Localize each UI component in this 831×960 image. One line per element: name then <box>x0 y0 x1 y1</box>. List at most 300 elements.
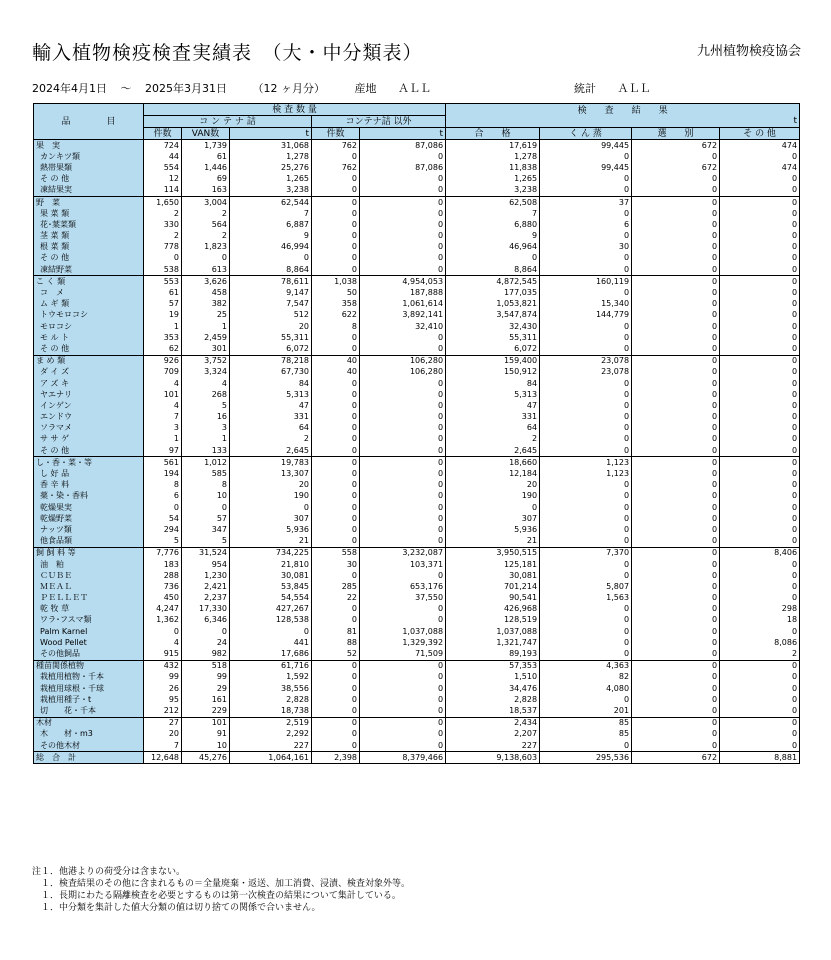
period-start: 2024年4月1日 <box>32 82 107 95</box>
cell-value: 347 <box>182 524 230 535</box>
subcategory-row <box>34 310 800 321</box>
cell-value: 37,550 <box>360 593 446 604</box>
cell-value: 23,078 <box>540 355 632 367</box>
cell-value: 2,828 <box>230 694 312 705</box>
cell-value: 672 <box>632 162 720 173</box>
cell-value: 2,207 <box>446 729 540 740</box>
cell-value: 441 <box>230 637 312 648</box>
cell-value: 0 <box>720 423 800 434</box>
subcategory-row <box>34 502 800 513</box>
cell-value: 46,964 <box>446 242 540 253</box>
cell-value: 0 <box>360 196 446 208</box>
cell-value: 298 <box>720 604 800 615</box>
row-label: ナッツ類 <box>34 524 144 535</box>
cell-value: 0 <box>632 264 720 276</box>
cell-value: 0 <box>632 423 720 434</box>
cell-value: 1 <box>144 321 182 332</box>
cell-value: 0 <box>312 208 360 219</box>
cell-value: 1,265 <box>446 174 540 185</box>
cell-value: 0 <box>540 321 632 332</box>
cell-value: 125,181 <box>446 559 540 570</box>
cell-value: 0 <box>632 276 720 288</box>
cell-value: 0 <box>720 457 800 469</box>
row-label: 栽植用球根・千球 <box>34 683 144 694</box>
cell-value: 653,176 <box>360 581 446 592</box>
cell-value: 0 <box>360 513 446 524</box>
row-label: 飼 飼 料 等 <box>34 547 144 559</box>
cell-value: 5,936 <box>446 524 540 535</box>
subcategory-row <box>34 174 800 185</box>
cell-value: 0 <box>360 717 446 729</box>
cell-value: 4,080 <box>540 683 632 694</box>
cell-value: 163 <box>182 185 230 197</box>
row-label: そ の 他 <box>34 253 144 264</box>
cell-value: 0 <box>360 231 446 242</box>
cell-value: 585 <box>182 468 230 479</box>
cell-value: 1,321,747 <box>446 637 540 648</box>
cell-value: 78,218 <box>230 355 312 367</box>
cell-value: 69 <box>182 174 230 185</box>
cell-value: 6,072 <box>230 343 312 355</box>
row-label: ま め 類 <box>34 355 144 367</box>
header-inspection-qty: 検 査 数 量 <box>144 104 446 116</box>
row-label: ア ズ キ <box>34 378 144 389</box>
subcategory-row <box>34 740 800 752</box>
cell-value: 3,238 <box>230 185 312 197</box>
origin-value: ＡＬＬ <box>398 82 431 95</box>
cell-value: 427,267 <box>230 604 312 615</box>
cell-value: 778 <box>144 242 182 253</box>
cell-value: 0 <box>360 536 446 548</box>
cell-value: 0 <box>720 332 800 343</box>
cell-value: 0 <box>540 648 632 660</box>
cell-value: 32,410 <box>360 321 446 332</box>
cell-value: 0 <box>720 219 800 230</box>
cell-value: 0 <box>720 196 800 208</box>
cell-value: 0 <box>312 740 360 752</box>
cell-value: 0 <box>540 400 632 411</box>
cell-value: 0 <box>312 672 360 683</box>
cell-value: 0 <box>360 491 446 502</box>
row-label: コ メ <box>34 287 144 298</box>
subcategory-row <box>34 151 800 162</box>
cell-value: 709 <box>144 367 182 378</box>
cell-value: 426,968 <box>446 604 540 615</box>
cell-value: 0 <box>312 694 360 705</box>
cell-value: 307 <box>230 513 312 524</box>
cell-value: 57 <box>182 513 230 524</box>
cell-value: 0 <box>312 185 360 197</box>
row-label: そ の 他 <box>34 174 144 185</box>
period-end: 2025年3月31日 <box>145 82 227 95</box>
row-label: 花･葉菜類 <box>34 219 144 230</box>
cell-value: 5,807 <box>540 581 632 592</box>
header-results <box>446 104 800 128</box>
subcategory-row <box>34 694 800 705</box>
cell-value: 0 <box>720 389 800 400</box>
cell-value: 1,038 <box>312 276 360 288</box>
cell-value: 183 <box>144 559 182 570</box>
cell-value: 0 <box>312 242 360 253</box>
cell-value: 2 <box>144 208 182 219</box>
cell-value: 8 <box>144 480 182 491</box>
cell-value: 0 <box>540 378 632 389</box>
row-label: ソラマメ <box>34 423 144 434</box>
cell-value: 0 <box>632 378 720 389</box>
cell-value: 0 <box>312 513 360 524</box>
subcategory-row <box>34 162 800 173</box>
cell-value: 99 <box>182 672 230 683</box>
cell-value: 0 <box>540 231 632 242</box>
cell-value: 150,912 <box>446 367 540 378</box>
cell-value: 613 <box>182 264 230 276</box>
cell-value: 8,864 <box>446 264 540 276</box>
cell-value: 54,554 <box>230 593 312 604</box>
cell-value: 1,563 <box>540 593 632 604</box>
cell-value: 2 <box>446 434 540 445</box>
cell-value: 8,086 <box>720 637 800 648</box>
cell-value: 10 <box>182 740 230 752</box>
cell-value: 61,716 <box>230 660 312 672</box>
cell-value: 0 <box>312 502 360 513</box>
cell-value: 0 <box>312 264 360 276</box>
cell-value: 128,538 <box>230 615 312 626</box>
subcategory-row <box>34 637 800 648</box>
row-label: 栽植用植物・千本 <box>34 672 144 683</box>
cell-value: 18,660 <box>446 457 540 469</box>
cell-value: 0 <box>540 287 632 298</box>
row-label: 木材 <box>34 717 144 729</box>
total-row <box>34 752 800 764</box>
cell-value: 0 <box>312 660 360 672</box>
cell-value: 0 <box>312 480 360 491</box>
cell-value: 1 <box>182 321 230 332</box>
cell-value: 0 <box>360 705 446 717</box>
cell-value: 25,276 <box>230 162 312 173</box>
row-label: 根 菜 類 <box>34 242 144 253</box>
cell-value: 0 <box>360 740 446 752</box>
cell-value: 0 <box>540 264 632 276</box>
cell-value: 0 <box>632 299 720 310</box>
cell-value: 190 <box>230 491 312 502</box>
cell-value: 17,330 <box>182 604 230 615</box>
cell-value: 0 <box>312 536 360 548</box>
row-label: 乾燥野菜 <box>34 513 144 524</box>
cell-value: 0 <box>632 242 720 253</box>
cell-value: 21,810 <box>230 559 312 570</box>
cell-value: 71,509 <box>360 648 446 660</box>
cell-value: 37 <box>540 196 632 208</box>
row-label: カンキツ類 <box>34 151 144 162</box>
cell-value: 474 <box>720 140 800 152</box>
cell-value: 6,887 <box>230 219 312 230</box>
cell-value: 90,541 <box>446 593 540 604</box>
cell-value: 295,536 <box>540 752 632 764</box>
cell-value: 22 <box>312 593 360 604</box>
cell-value: 0 <box>360 445 446 457</box>
cell-value: 1,278 <box>230 151 312 162</box>
cell-value: 2 <box>144 231 182 242</box>
cell-value: 622 <box>312 310 360 321</box>
cell-value: 538 <box>144 264 182 276</box>
cell-value: 0 <box>632 593 720 604</box>
subcategory-row <box>34 321 800 332</box>
cell-value: 0 <box>720 513 800 524</box>
cell-value: 2 <box>230 434 312 445</box>
subcategory-row <box>34 468 800 479</box>
cell-value: 0 <box>632 412 720 423</box>
cell-value: 0 <box>360 480 446 491</box>
cell-value: 0 <box>312 400 360 411</box>
cell-value: 40 <box>312 367 360 378</box>
cell-value: 12 <box>144 174 182 185</box>
row-label: ＰＥＬＬＥＴ <box>34 593 144 604</box>
cell-value: 0 <box>720 242 800 253</box>
cell-value: 0 <box>632 208 720 219</box>
cell-value: 0 <box>632 513 720 524</box>
cell-value: 0 <box>632 310 720 321</box>
cell-value: 0 <box>360 457 446 469</box>
cell-value: 1,510 <box>446 672 540 683</box>
cell-value: 190 <box>446 491 540 502</box>
stat-value: ＡＬＬ <box>617 82 651 95</box>
cell-value: 762 <box>312 140 360 152</box>
cell-value: 3,324 <box>182 367 230 378</box>
notes <box>32 866 410 914</box>
cell-value: 0 <box>312 332 360 343</box>
cell-value: 0 <box>360 208 446 219</box>
cell-value: 0 <box>182 253 230 264</box>
cell-value: 62,508 <box>446 196 540 208</box>
header-count-non: 件数 <box>312 128 360 140</box>
cell-value: 0 <box>312 253 360 264</box>
cell-value: 64 <box>230 423 312 434</box>
header-results-unit: t <box>793 115 798 126</box>
cell-value: 32,430 <box>446 321 540 332</box>
cell-value: 19,783 <box>230 457 312 469</box>
cell-value: 0 <box>720 740 800 752</box>
row-label: その他飼品 <box>34 648 144 660</box>
cell-value: 8,379,466 <box>360 752 446 764</box>
cell-value: 4 <box>144 378 182 389</box>
cell-value: 84 <box>446 378 540 389</box>
cell-value: 0 <box>540 626 632 637</box>
cell-value: 6,346 <box>182 615 230 626</box>
row-label: 他食品類 <box>34 536 144 548</box>
cell-value: 0 <box>720 412 800 423</box>
cell-value: 0 <box>632 740 720 752</box>
cell-value: 4,954,053 <box>360 276 446 288</box>
cell-value: 0 <box>312 378 360 389</box>
row-label: ＣＵＢＥ <box>34 570 144 581</box>
cell-value: 0 <box>720 355 800 367</box>
cell-value: 9 <box>230 231 312 242</box>
cell-value: 0 <box>632 491 720 502</box>
cell-value: 0 <box>540 185 632 197</box>
cell-value: 0 <box>720 491 800 502</box>
cell-value: 0 <box>720 343 800 355</box>
row-label: モ ル ト <box>34 332 144 343</box>
cell-value: 0 <box>632 717 720 729</box>
cell-value: 0 <box>632 253 720 264</box>
subcategory-row <box>34 536 800 548</box>
cell-value: 2,519 <box>230 717 312 729</box>
cell-value: 26 <box>144 683 182 694</box>
cell-value: 47 <box>230 400 312 411</box>
cell-value: 0 <box>632 705 720 717</box>
category-row <box>34 717 800 729</box>
cell-value: 0 <box>540 570 632 581</box>
cell-value: 23,078 <box>540 367 632 378</box>
cell-value: 0 <box>720 717 800 729</box>
cell-value: 0 <box>632 604 720 615</box>
cell-value: 0 <box>360 343 446 355</box>
subcategory-row <box>34 434 800 445</box>
cell-value: 0 <box>540 604 632 615</box>
cell-value: 38,556 <box>230 683 312 694</box>
cell-value: 0 <box>720 672 800 683</box>
cell-value: 2,292 <box>230 729 312 740</box>
cell-value: 15,340 <box>540 299 632 310</box>
cell-value: 1,739 <box>182 140 230 152</box>
cell-value: 20 <box>144 729 182 740</box>
cell-value: 9 <box>446 231 540 242</box>
cell-value: 558 <box>312 547 360 559</box>
cell-value: 3,892,141 <box>360 310 446 321</box>
cell-value: 0 <box>720 705 800 717</box>
cell-value: 0 <box>360 423 446 434</box>
cell-value: 0 <box>230 626 312 637</box>
category-row <box>34 355 800 367</box>
subcategory-row <box>34 412 800 423</box>
row-label: エンドウ <box>34 412 144 423</box>
cell-value: 0 <box>312 705 360 717</box>
cell-value: 0 <box>540 480 632 491</box>
subcategory-row <box>34 648 800 660</box>
cell-value: 6 <box>540 219 632 230</box>
subcategory-row <box>34 604 800 615</box>
cell-value: 194 <box>144 468 182 479</box>
cell-value: 0 <box>360 412 446 423</box>
cell-value: 2,421 <box>182 581 230 592</box>
cell-value: 0 <box>632 321 720 332</box>
category-row <box>34 196 800 208</box>
cell-value: 0 <box>540 740 632 752</box>
cell-value: 0 <box>720 264 800 276</box>
row-label: 薬・染・香料 <box>34 491 144 502</box>
subcategory-row <box>34 219 800 230</box>
header-pass: 合 格 <box>446 128 540 140</box>
cell-value: 2 <box>182 208 230 219</box>
cell-value: 17,619 <box>446 140 540 152</box>
cell-value: 88 <box>312 637 360 648</box>
cell-value: 64 <box>446 423 540 434</box>
cell-value: 2,398 <box>312 752 360 764</box>
cell-value: 0 <box>144 626 182 637</box>
cell-value: 0 <box>720 480 800 491</box>
cell-value: 7 <box>144 412 182 423</box>
cell-value: 0 <box>360 570 446 581</box>
cell-value: 0 <box>632 332 720 343</box>
cell-value: 5 <box>182 536 230 548</box>
cell-value: 0 <box>360 253 446 264</box>
cell-value: 554 <box>144 162 182 173</box>
cell-value: 0 <box>720 400 800 411</box>
row-label: 木 材・m3 <box>34 729 144 740</box>
subcategory-row <box>34 491 800 502</box>
cell-value: 0 <box>632 683 720 694</box>
header-count: 件数 <box>144 128 182 140</box>
cell-value: 0 <box>182 502 230 513</box>
cell-value: 0 <box>632 445 720 457</box>
cell-value: 57 <box>144 299 182 310</box>
cell-value: 0 <box>540 637 632 648</box>
subcategory-row <box>34 513 800 524</box>
stat-line <box>574 80 651 96</box>
cell-value: 106,280 <box>360 367 446 378</box>
cell-value: 0 <box>540 412 632 423</box>
cell-value: 160,119 <box>540 276 632 288</box>
row-label: そ の 他 <box>34 343 144 355</box>
cell-value: 0 <box>632 729 720 740</box>
cell-value: 1,053,821 <box>446 299 540 310</box>
cell-value: 10 <box>182 491 230 502</box>
cell-value: 301 <box>182 343 230 355</box>
subcategory-row <box>34 626 800 637</box>
cell-value: 5 <box>182 400 230 411</box>
cell-value: 0 <box>632 457 720 469</box>
cell-value: 13,307 <box>230 468 312 479</box>
cell-value: 27 <box>144 717 182 729</box>
cell-value: 0 <box>540 332 632 343</box>
cell-value: 0 <box>312 729 360 740</box>
cell-value: 187,888 <box>360 287 446 298</box>
row-label: Palm Karnel <box>34 626 144 637</box>
row-label: 茎 菜 類 <box>34 231 144 242</box>
cell-value: 0 <box>312 604 360 615</box>
cell-value: 5,936 <box>230 524 312 535</box>
subcategory-row <box>34 423 800 434</box>
cell-value: 9,138,603 <box>446 752 540 764</box>
cell-value: 0 <box>312 468 360 479</box>
cell-value: 101 <box>144 389 182 400</box>
cell-value: 0 <box>360 174 446 185</box>
cell-value: 3,232,087 <box>360 547 446 559</box>
cell-value: 30,081 <box>230 570 312 581</box>
cell-value: 0 <box>230 253 312 264</box>
cell-value: 0 <box>540 445 632 457</box>
subcategory-row <box>34 367 800 378</box>
category-row <box>34 660 800 672</box>
cell-value: 85 <box>540 729 632 740</box>
cell-value: 1,446 <box>182 162 230 173</box>
cell-value: 0 <box>360 332 446 343</box>
cell-value: 55,311 <box>230 332 312 343</box>
cell-value: 0 <box>720 276 800 288</box>
cell-value: 0 <box>360 468 446 479</box>
cell-value: 50 <box>312 287 360 298</box>
cell-value: 0 <box>632 637 720 648</box>
cell-value: 229 <box>182 705 230 717</box>
cell-value: 45,276 <box>182 752 230 764</box>
cell-value: 24 <box>182 637 230 648</box>
row-label: 熱帯果類 <box>34 162 144 173</box>
cell-value: 201 <box>540 705 632 717</box>
cell-value: 21 <box>446 536 540 548</box>
cell-value: 0 <box>632 570 720 581</box>
cell-value: 99 <box>144 672 182 683</box>
cell-value: 0 <box>632 343 720 355</box>
